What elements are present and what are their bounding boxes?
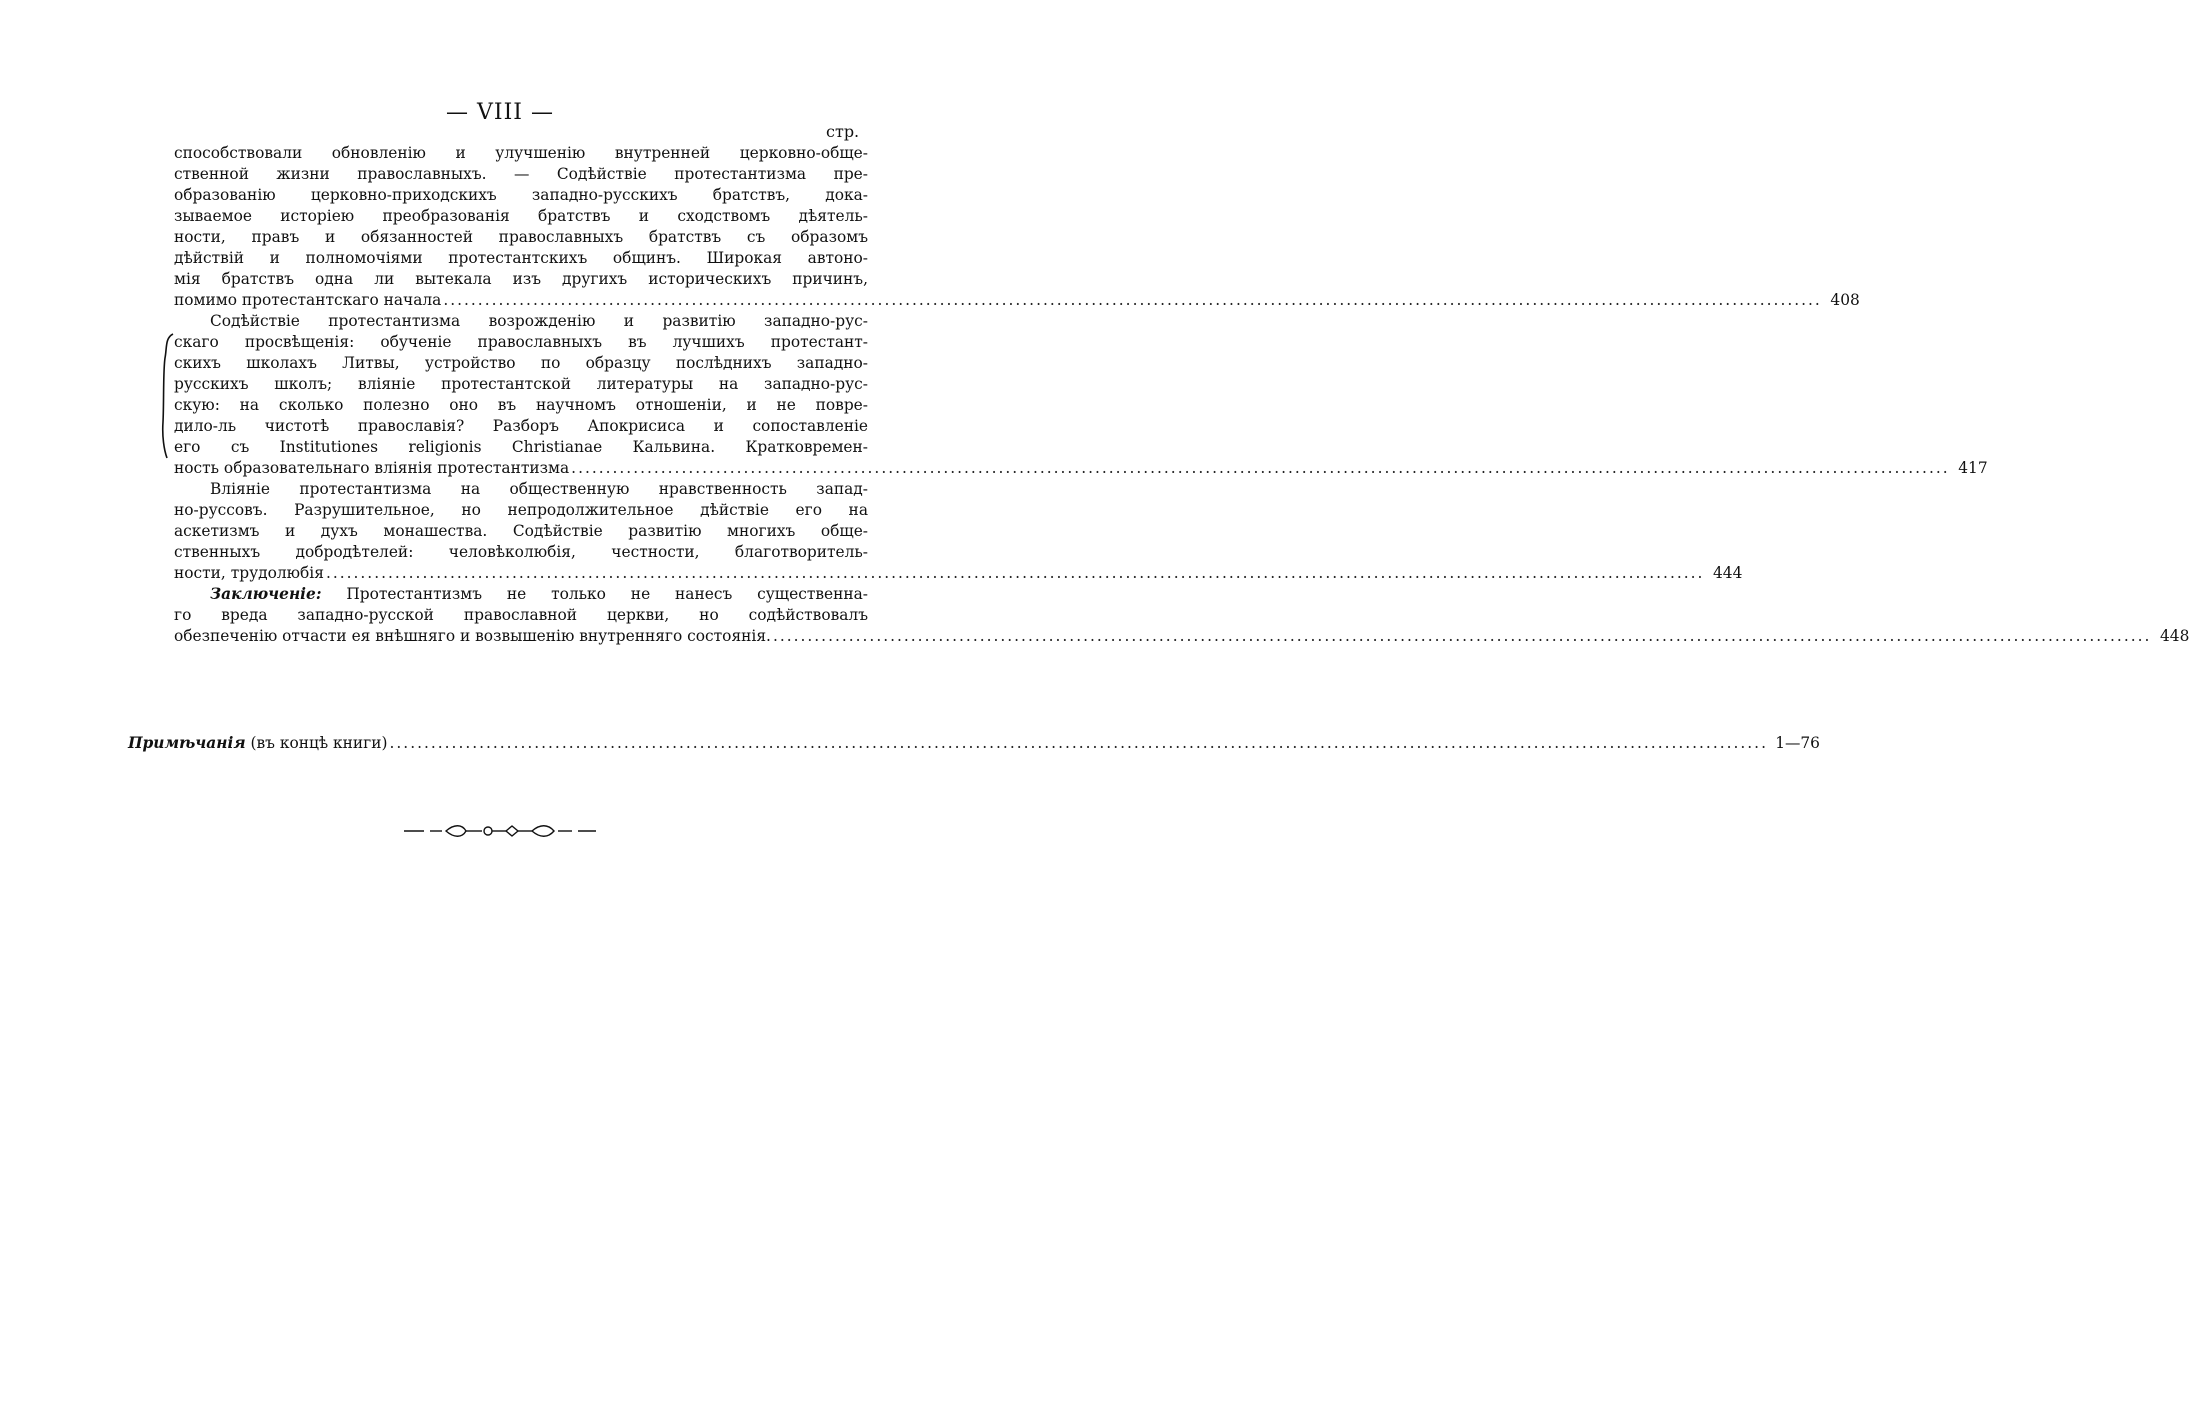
toc-line: мія братствъ одна ли вытекала изъ другихъ историческихъ причинъ, [174, 270, 868, 288]
toc-line: ственной жизни православныхъ. — Содѣйствіе протестантизма пре- [174, 165, 868, 183]
page-column-label: стр. [826, 122, 860, 141]
toc-line: Содѣйствіе протестантизма возрожденію и развитію западно-рус- [210, 312, 868, 330]
toc-line-final [128, 733, 1820, 754]
toc-line: дѣйствій и полномочіями протестантскихъ общинъ. Широкая автоно- [174, 249, 868, 267]
toc-line: его съ Institutiones religionis Christianae Кальвина. Кратковремен- [174, 438, 868, 456]
toc-line-final [174, 563, 1743, 584]
toc-line: скую: на сколько полезно оно въ научномъ отношеніи, и не повре- [174, 396, 868, 414]
toc-line: Вліяніе протестантизма на общественную нравственность запад- [210, 480, 868, 498]
page-ref: 448 [2160, 627, 2189, 645]
dot-leader: ........................................................................................................................................................................................................ [325, 564, 1705, 582]
toc-line: ственныхъ добродѣтелей: человѣколюбія, честности, благотворитель- [174, 543, 868, 561]
toc-line-final [174, 290, 1860, 311]
page-ref: 1—76 [1775, 734, 1820, 752]
notes-title: Примѣчанія [128, 734, 246, 752]
toc-entry [174, 479, 1743, 584]
toc-line: го вреда западно-русской православной церкви, но содѣйствовалъ [174, 606, 868, 624]
page-number: — VIII — [446, 100, 554, 125]
toc-line: скаго просвѣщенія: обученіе православныхъ въ лучшихъ протестант- [174, 333, 868, 351]
toc-line: аскетизмъ и духъ монашества. Содѣйствіе развитію многихъ обще- [174, 522, 868, 540]
toc-line-text: помимо протестантскаго начала [174, 291, 442, 309]
notes-subtitle: (въ концѣ книги) [250, 734, 388, 752]
notes-entry [128, 733, 1820, 754]
toc-line: но-руссовъ. Разрушительное, но непродолжительное дѣйствіе его на [174, 501, 868, 519]
page-ref: 444 [1713, 564, 1743, 582]
toc-line-text: Протестантизмъ не только не нанесъ существенна- [346, 585, 868, 603]
toc-entry-conclusion [174, 584, 2189, 647]
toc-line: русскихъ школъ; вліяніе протестантской литературы на западно-рус- [174, 375, 868, 393]
notes-line-text [128, 733, 388, 754]
page-ref: 408 [1830, 291, 1860, 309]
toc-line: дило-ль чистотѣ православія? Разборъ Апокрисиса и сопоставленіе [174, 417, 868, 435]
toc-line-text: обезпеченію отчасти ея внѣшняго и возвышенію внутренняго состоянія. [174, 627, 771, 645]
toc-line-final [174, 458, 1988, 479]
toc-line-text: ности, трудолюбія [174, 564, 324, 582]
toc-line: способствовали обновленію и улучшенію внутренней церковно-обще- [174, 144, 868, 162]
dot-leader: ........................................................................................................................................................................................................ [389, 734, 1768, 752]
toc-line-text: ность образовательнаго вліянія протестантизма [174, 459, 570, 477]
page-ref: 417 [1958, 459, 1988, 477]
table-of-contents [174, 143, 2189, 647]
toc-line: скихъ школахъ Литвы, устройство по образцу послѣднихъ западно- [174, 354, 868, 372]
toc-line [174, 584, 868, 605]
toc-line-final [174, 626, 2189, 647]
conclusion-heading: Заключеніе: [210, 585, 322, 603]
ornament-rule [402, 822, 598, 840]
margin-bracket [161, 332, 175, 460]
toc-entry [174, 311, 1988, 479]
toc-entry [174, 143, 1860, 311]
toc-line: ности, правъ и обязанностей православныхъ братствъ съ образомъ [174, 228, 868, 246]
toc-line: зываемое исторіею преобразованія братствъ и сходствомъ дѣятель- [174, 207, 868, 225]
dot-leader: ........................................................................................................................................................................................................ [772, 627, 2152, 645]
dot-leader: ........................................................................................................................................................................................................ [571, 459, 1950, 477]
toc-line: образованію церковно-приходскихъ западно-русскихъ братствъ, дока- [174, 186, 868, 204]
dot-leader: ........................................................................................................................................................................................................ [443, 291, 1822, 309]
